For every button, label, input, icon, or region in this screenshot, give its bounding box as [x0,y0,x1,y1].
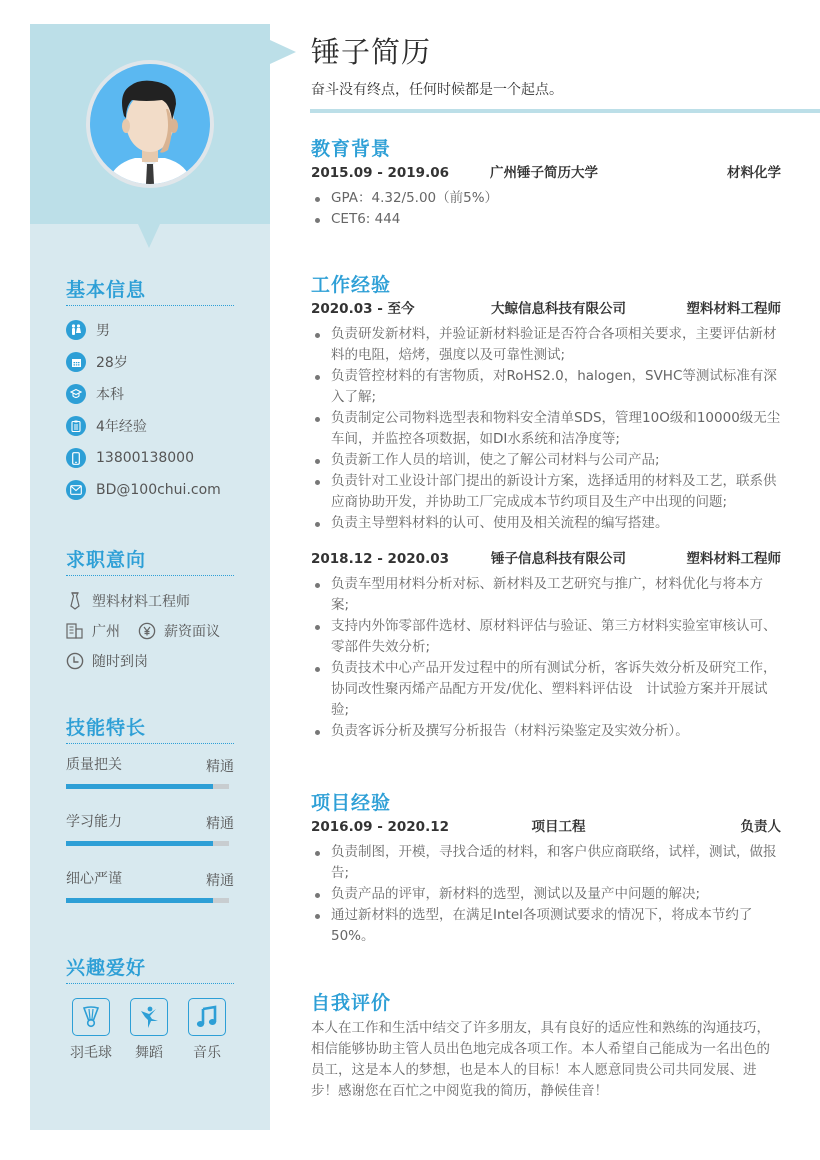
skill-name: 细心严谨 [66,871,122,887]
list-item: 负责产品的评审，新材料的选型，测试以及量产中问题的解决; [311,884,781,905]
hobby-music [188,998,226,1062]
sidebar-pointer-down [138,224,160,248]
work-company: 大鲸信息科技有限公司 [491,301,626,317]
info-education-label: 本科 [96,387,124,403]
list-item: 负责主导塑料材料的认可、使用及相关流程的编写搭建。 [311,513,781,534]
mail-icon [66,480,86,500]
job-intent-title: 求职意向 [66,546,234,576]
info-age-label: 28岁 [96,355,128,371]
badminton-icon [72,998,110,1036]
skills-title: 技能特长 [66,714,234,744]
list-item: 负责车型用材料分析对标、新材料及工艺研究与推广，材料优化与将本方案; [311,574,781,616]
intent-position [66,586,234,616]
info-age [66,346,234,378]
info-email [66,474,234,506]
skills-section [66,714,234,903]
intent-city-label: 广州 [92,624,120,640]
skill-name: 质量把关 [66,757,122,773]
work-role: 塑料材料工程师 [686,301,781,317]
music-icon [188,998,226,1036]
list-item: 负责新工作人员的培训，使之了解公司材料与公司产品; [311,450,781,471]
gender-icon [66,320,86,340]
info-phone-label: 13800138000 [96,450,194,466]
list-item: 负责管控材料的有害物质，对RoHS2.0，halogen，SVHC等测试标准有深入了解; [311,366,781,408]
skill-progress-bar [66,841,229,846]
tie-icon [66,592,84,610]
hobbies-title: 兴趣爱好 [66,954,234,984]
work-title: 工作经验 [311,274,392,296]
list-item: 负责制定公司物料选型表和物料安全清单SDS，管理10O级和10000级无尘车间，并监控各项数据，如DI水系统和洁净度等; [311,408,781,450]
dance-icon [130,998,168,1036]
education-title: 教育背景 [311,138,392,160]
clock-icon [66,652,84,670]
header-pointer [270,40,296,64]
hobby-music-label: 音乐 [193,1045,221,1061]
info-experience [66,410,234,442]
phone-icon [66,448,86,468]
work-period: 2020.03 - 至今 [311,301,415,317]
self-evaluation-section [311,990,781,1102]
skill-progress-bar [66,898,229,903]
education-period: 2015.09 - 2019.06 [311,165,449,181]
info-gender-label: 男 [96,323,110,339]
skill-item [66,868,234,903]
avatar-person-icon [90,64,210,184]
resume-motto: 奋斗没有终点，任何时候都是一个起点。 [311,82,563,98]
sidebar [30,24,270,1130]
list-item: 支持内外饰零部件选材、原材料评估与验证、第三方材料实验室审核认可、零部件失效分析; [311,616,781,658]
job-intent-section [66,546,234,676]
work-role: 塑料材料工程师 [686,551,781,567]
skill-level: 精通 [206,759,234,775]
info-experience-label: 4年经验 [96,419,147,435]
calendar-icon [66,352,86,372]
skill-progress-bar [66,784,229,789]
self-evaluation-text: 本人在工作和生活中结交了许多朋友，具有良好的适应性和熟练的沟通技巧，相信能够协助主管人员出色地完成各项工作。本人希望自己能成为一名出色的员工，这是本人的梦想，也是本人的目标！本人愿意同贵公司共同发展、进步！感谢您在百忙之中阅览我的简历，静候佳音！ [311,1020,770,1099]
hobby-badminton-label: 羽毛球 [70,1045,112,1061]
projects-title: 项目经验 [311,792,392,814]
project-role: 负责人 [740,819,781,835]
skill-level: 精通 [206,873,234,889]
list-item: 负责针对工业设计部门提出的新设计方案，选择适用的材料及工艺，联系供应商协助开发，并协助工厂完成成本节约项目及生产中出现的问题; [311,471,781,513]
list-item: CET6: 444 [311,209,781,230]
list-item: 负责技术中心产品开发过程中的所有测试分析，客诉失效分析及研究工作，协同改性聚丙烯产品配方开发/优化、塑料料评估设 计试验方案并开展试验; [311,658,781,721]
skill-name: 学习能力 [66,814,122,830]
hobbies-section [66,954,234,1062]
intent-location-salary [66,616,234,646]
avatar [86,60,214,188]
list-item: 负责客诉分析及撰写分析报告（材料污染鉴定及实效分析）。 [311,721,781,742]
work-section [311,272,781,742]
intent-availability [66,646,234,676]
projects-section [311,790,781,947]
hobby-dance-label: 舞蹈 [135,1045,163,1061]
work-entry-head [311,548,781,570]
header-divider [310,109,820,113]
graduation-cap-icon [66,384,86,404]
document-icon [66,416,86,436]
yen-icon [138,622,156,640]
resume-title: 锤子简历 [311,35,432,69]
list-item: 负责研发新材料，并验证新材料验证是否符合各项相关要求，主要评估新材料的电阻，焙烤，强度以及可靠性测试; [311,324,781,366]
intent-availability-label: 随时到岗 [92,654,148,670]
skill-item [66,754,234,789]
info-phone [66,442,234,474]
work-company: 锤子信息科技有限公司 [491,551,626,567]
education-major: 材料化学 [727,165,781,181]
skill-item [66,811,234,846]
list-item: 通过新材料的选型，在满足Intel各项测试要求的情况下，将成本节约了50%。 [311,905,781,947]
info-gender [66,314,234,346]
education-school: 广州锤子简历大学 [490,165,598,181]
resume-header [311,30,781,100]
basic-info-title: 基本信息 [66,276,234,306]
work-entry-head [311,298,781,320]
info-email-label: BD@100chui.com [96,482,221,498]
project-entry-head [311,816,781,838]
info-education [66,378,234,410]
list-item: 负责制图，开模，寻找合适的材料，和客户供应商联络，试样，测试，做报告; [311,842,781,884]
building-icon [66,622,84,640]
self-evaluation-title: 自我评价 [311,992,392,1014]
work-period: 2018.12 - 2020.03 [311,551,449,567]
hobby-badminton [72,998,110,1062]
hobby-dance [130,998,168,1062]
intent-salary-label: 薪资面议 [164,624,220,640]
intent-position-label: 塑料材料工程师 [92,594,190,610]
basic-info-section [66,276,234,506]
project-period: 2016.09 - 2020.12 [311,819,449,835]
skill-level: 精通 [206,816,234,832]
education-row [311,162,781,184]
education-section [311,136,781,230]
project-name: 项目工程 [531,819,586,835]
list-item: GPA：4.32/5.00（前5%） [311,188,781,209]
